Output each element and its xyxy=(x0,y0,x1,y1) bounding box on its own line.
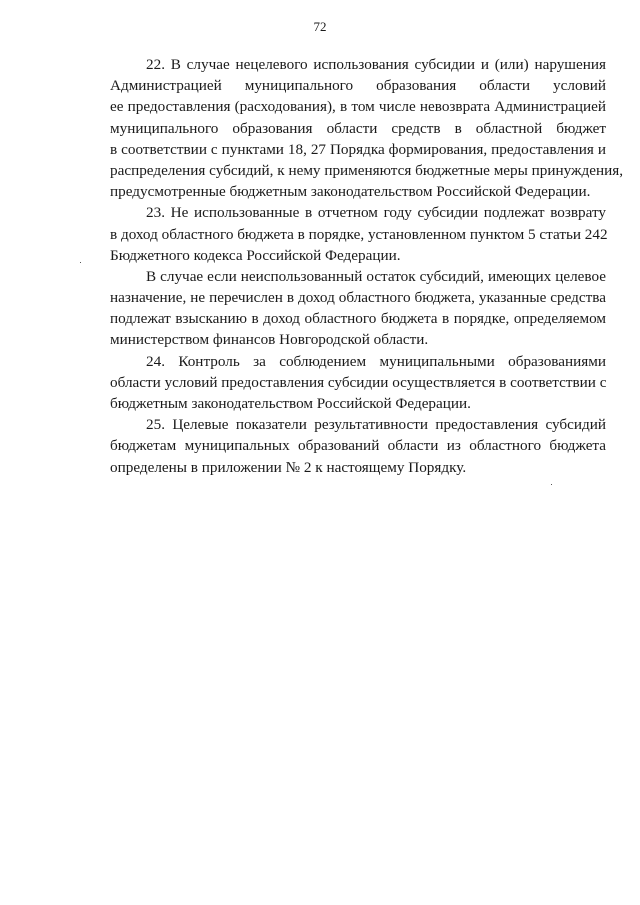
text-line: 24. Контроль за соблюдением муниципальными образованиями xyxy=(146,352,606,370)
page-number: 72 xyxy=(313,19,327,34)
scan-speck xyxy=(80,262,81,263)
text-line: в соответствии с пунктами 18, 27 Порядка формирования, предоставления и xyxy=(110,140,606,158)
text-line: распределения субсидий, к нему применяются бюджетные меры принуждения, xyxy=(110,161,624,179)
text-line: бюджетам муниципальных образований области из областного бюджета xyxy=(110,437,606,455)
text-line: в доход областного бюджета в порядке, установленном пунктом 5 статьи 242 xyxy=(110,225,608,243)
text-line: назначение, не перечислен в доход областного бюджета, указанные средства xyxy=(110,289,606,307)
text-line: 25. Целевые показатели результативности предоставления субсидий xyxy=(146,416,606,434)
text-line: предусмотренные бюджетным законодательством Российской Федерации. xyxy=(110,183,591,201)
paragraph-22 xyxy=(110,54,624,202)
paragraph-23 xyxy=(110,202,606,266)
text-line: подлежат взысканию в доход областного бюджета в порядке, определяемом xyxy=(110,310,606,328)
text-line: Администрацией муниципального образования области условий xyxy=(110,77,606,95)
paragraph-25 xyxy=(110,414,606,478)
text-line: В случае если неиспользованный остаток субсидий, имеющих целевое xyxy=(146,267,606,285)
text-line: ее предоставления (расходования), в том числе невозврата Администрацией xyxy=(110,98,606,116)
text-line: 23. Не использованные в отчетном году субсидии подлежат возврату xyxy=(146,204,606,222)
text-line: области условий предоставления субсидии осуществляется в соответствии с xyxy=(110,373,607,391)
scan-speck xyxy=(551,484,552,485)
paragraph-24 xyxy=(110,351,606,415)
paragraph-23-continued xyxy=(110,266,606,351)
text-line: Бюджетного кодекса Российской Федерации. xyxy=(110,246,401,264)
text-line: муниципального образования области средств в областной бюджет xyxy=(110,119,606,137)
document-body xyxy=(110,54,624,478)
text-line: министерством финансов Новгородской области. xyxy=(110,331,429,349)
text-line: бюджетным законодательством Российской Федерации. xyxy=(110,395,471,412)
text-line: 22. В случае нецелевого использования субсидии и (или) нарушения xyxy=(146,56,606,73)
text-line: определены в приложении № 2 к настоящему Порядку. xyxy=(110,458,467,476)
